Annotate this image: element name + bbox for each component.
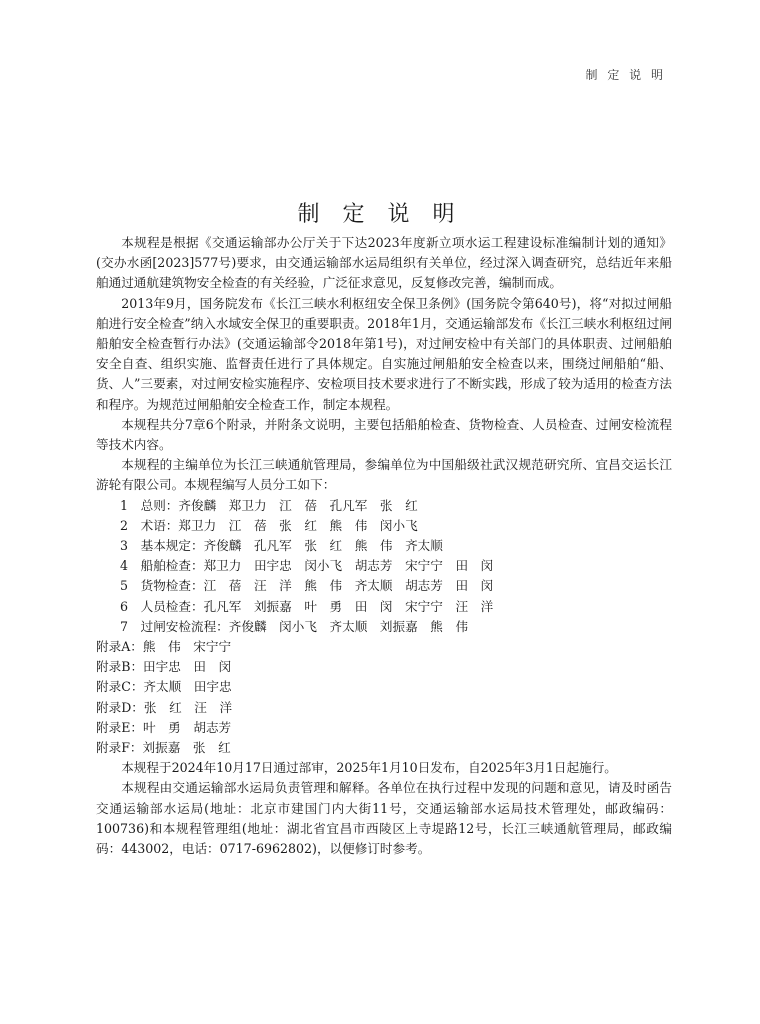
paragraph-basis: 本规程是根据《交通运输部办公厅关于下达2023年度新立项水运工程建设标准编制计划的通知》(交办水函[2023]577号)要求，由交通运输部水运局组织有关单位，经过深入调查研究，总结近年来船舶通过通航建筑物安全检查的有关经验，广泛征求意见，反复修改完善，编制而成。 (96, 235, 672, 291)
page-title: 制 定 说 明 (297, 201, 463, 227)
appendix-author-line: 附录F：刘振嘉 张 红 (96, 740, 231, 756)
paragraph-structure: 本规程共分7章6个附录，并附条文说明，主要包括船舶检查、货物检查、人员检查、过闸安检流程等技术内容。 (96, 416, 672, 453)
paragraph-dates: 本规程于2024年10月17日通过部审，2025年1月10日发布，自2025年3月1日起施行。 (121, 760, 617, 776)
chapter-author-line: 1 总则：齐俊麟 郑卫力 江 蓓 孔凡军 张 红 (120, 497, 418, 513)
appendix-author-line: 附录C：齐太顺 田宇忠 (96, 679, 232, 695)
chapter-author-line: 5 货物检查：江 蓓 汪 洋 熊 伟 齐太顺 胡志芳 田 闵 (120, 578, 494, 594)
appendix-author-line: 附录D：张 红 汪 洋 (96, 699, 233, 715)
appendix-author-line: 附录B：田宇忠 田 闵 (96, 659, 232, 675)
document-body (96, 233, 672, 859)
chapter-author-list (96, 496, 672, 637)
running-header-title: 制 定 说 明 (585, 67, 666, 82)
chapter-author-line: 4 船舶检查：郑卫力 田宇忠 闵小飞 胡志芳 宋宁宁 田 闵 (120, 558, 494, 574)
appendix-author-line: 附录E：叶 勇 胡志芳 (96, 719, 232, 735)
appendix-author-list (96, 637, 672, 758)
paragraph-background: 2013年9月，国务院发布《长江三峡水利枢纽安全保卫条例》(国务院令第640号)，将“对拟过闸船舶进行安全检查”纳入水域安全保卫的重要职责。2018年1月，交通运输部发布《长江三峡水利枢纽过闸船舶安全检查暂行办法》(交通运输部令2018年第1号)，对过闸安检中有关部门的具体职责、过闸船舶安全自查、组织实施、监督责任进行了具体规定。自实施过闸船舶安全检查以来，围绕过闸船舶“船、货、人”三要素，对过闸安检实施程序、安检项目技术要求进行了不断实践，形成了较为适用的检查方法和程序。为规范过闸船舶安全检查工作，制定本规程。 (96, 295, 672, 412)
chapter-author-line: 7 过闸安检流程：齐俊麟 闵小飞 齐太顺 刘振嘉 熊 伟 (120, 618, 469, 634)
chapter-author-line: 3 基本规定：齐俊麟 孔凡军 张 红 熊 伟 齐太顺 (120, 538, 443, 554)
chapter-author-line: 2 术语：郑卫力 江 蓓 张 红 熊 伟 闵小飞 (120, 517, 418, 533)
paragraph-editors: 本规程的主编单位为长江三峡通航管理局，参编单位为中国船级社武汉规范研究所、宜昌交运长江游轮有限公司。本规程编写人员分工如下： (96, 457, 672, 493)
chapter-author-line: 6 人员检查：孔凡军 刘振嘉 叶 勇 田 闵 宋宁宁 汪 洋 (120, 598, 494, 614)
running-header (520, 64, 666, 84)
appendix-author-line: 附录A：熊 伟 宋宁宁 (96, 639, 232, 655)
paragraph-contact: 本规程由交通运输部水运局负责管理和解释。各单位在执行过程中发现的问题和意见，请及时函告交通运输部水运局(地址：北京市建国门内大街11号，交通运输部水运局技术管理处，邮政编码：100736)和本规程管理组(地址：湖北省宜昌市西陵区上寺堤路12号，长江三峡通航管理局，邮政编码：443002，电话：0717-6962802)，以便修订时参考。 (96, 780, 672, 857)
